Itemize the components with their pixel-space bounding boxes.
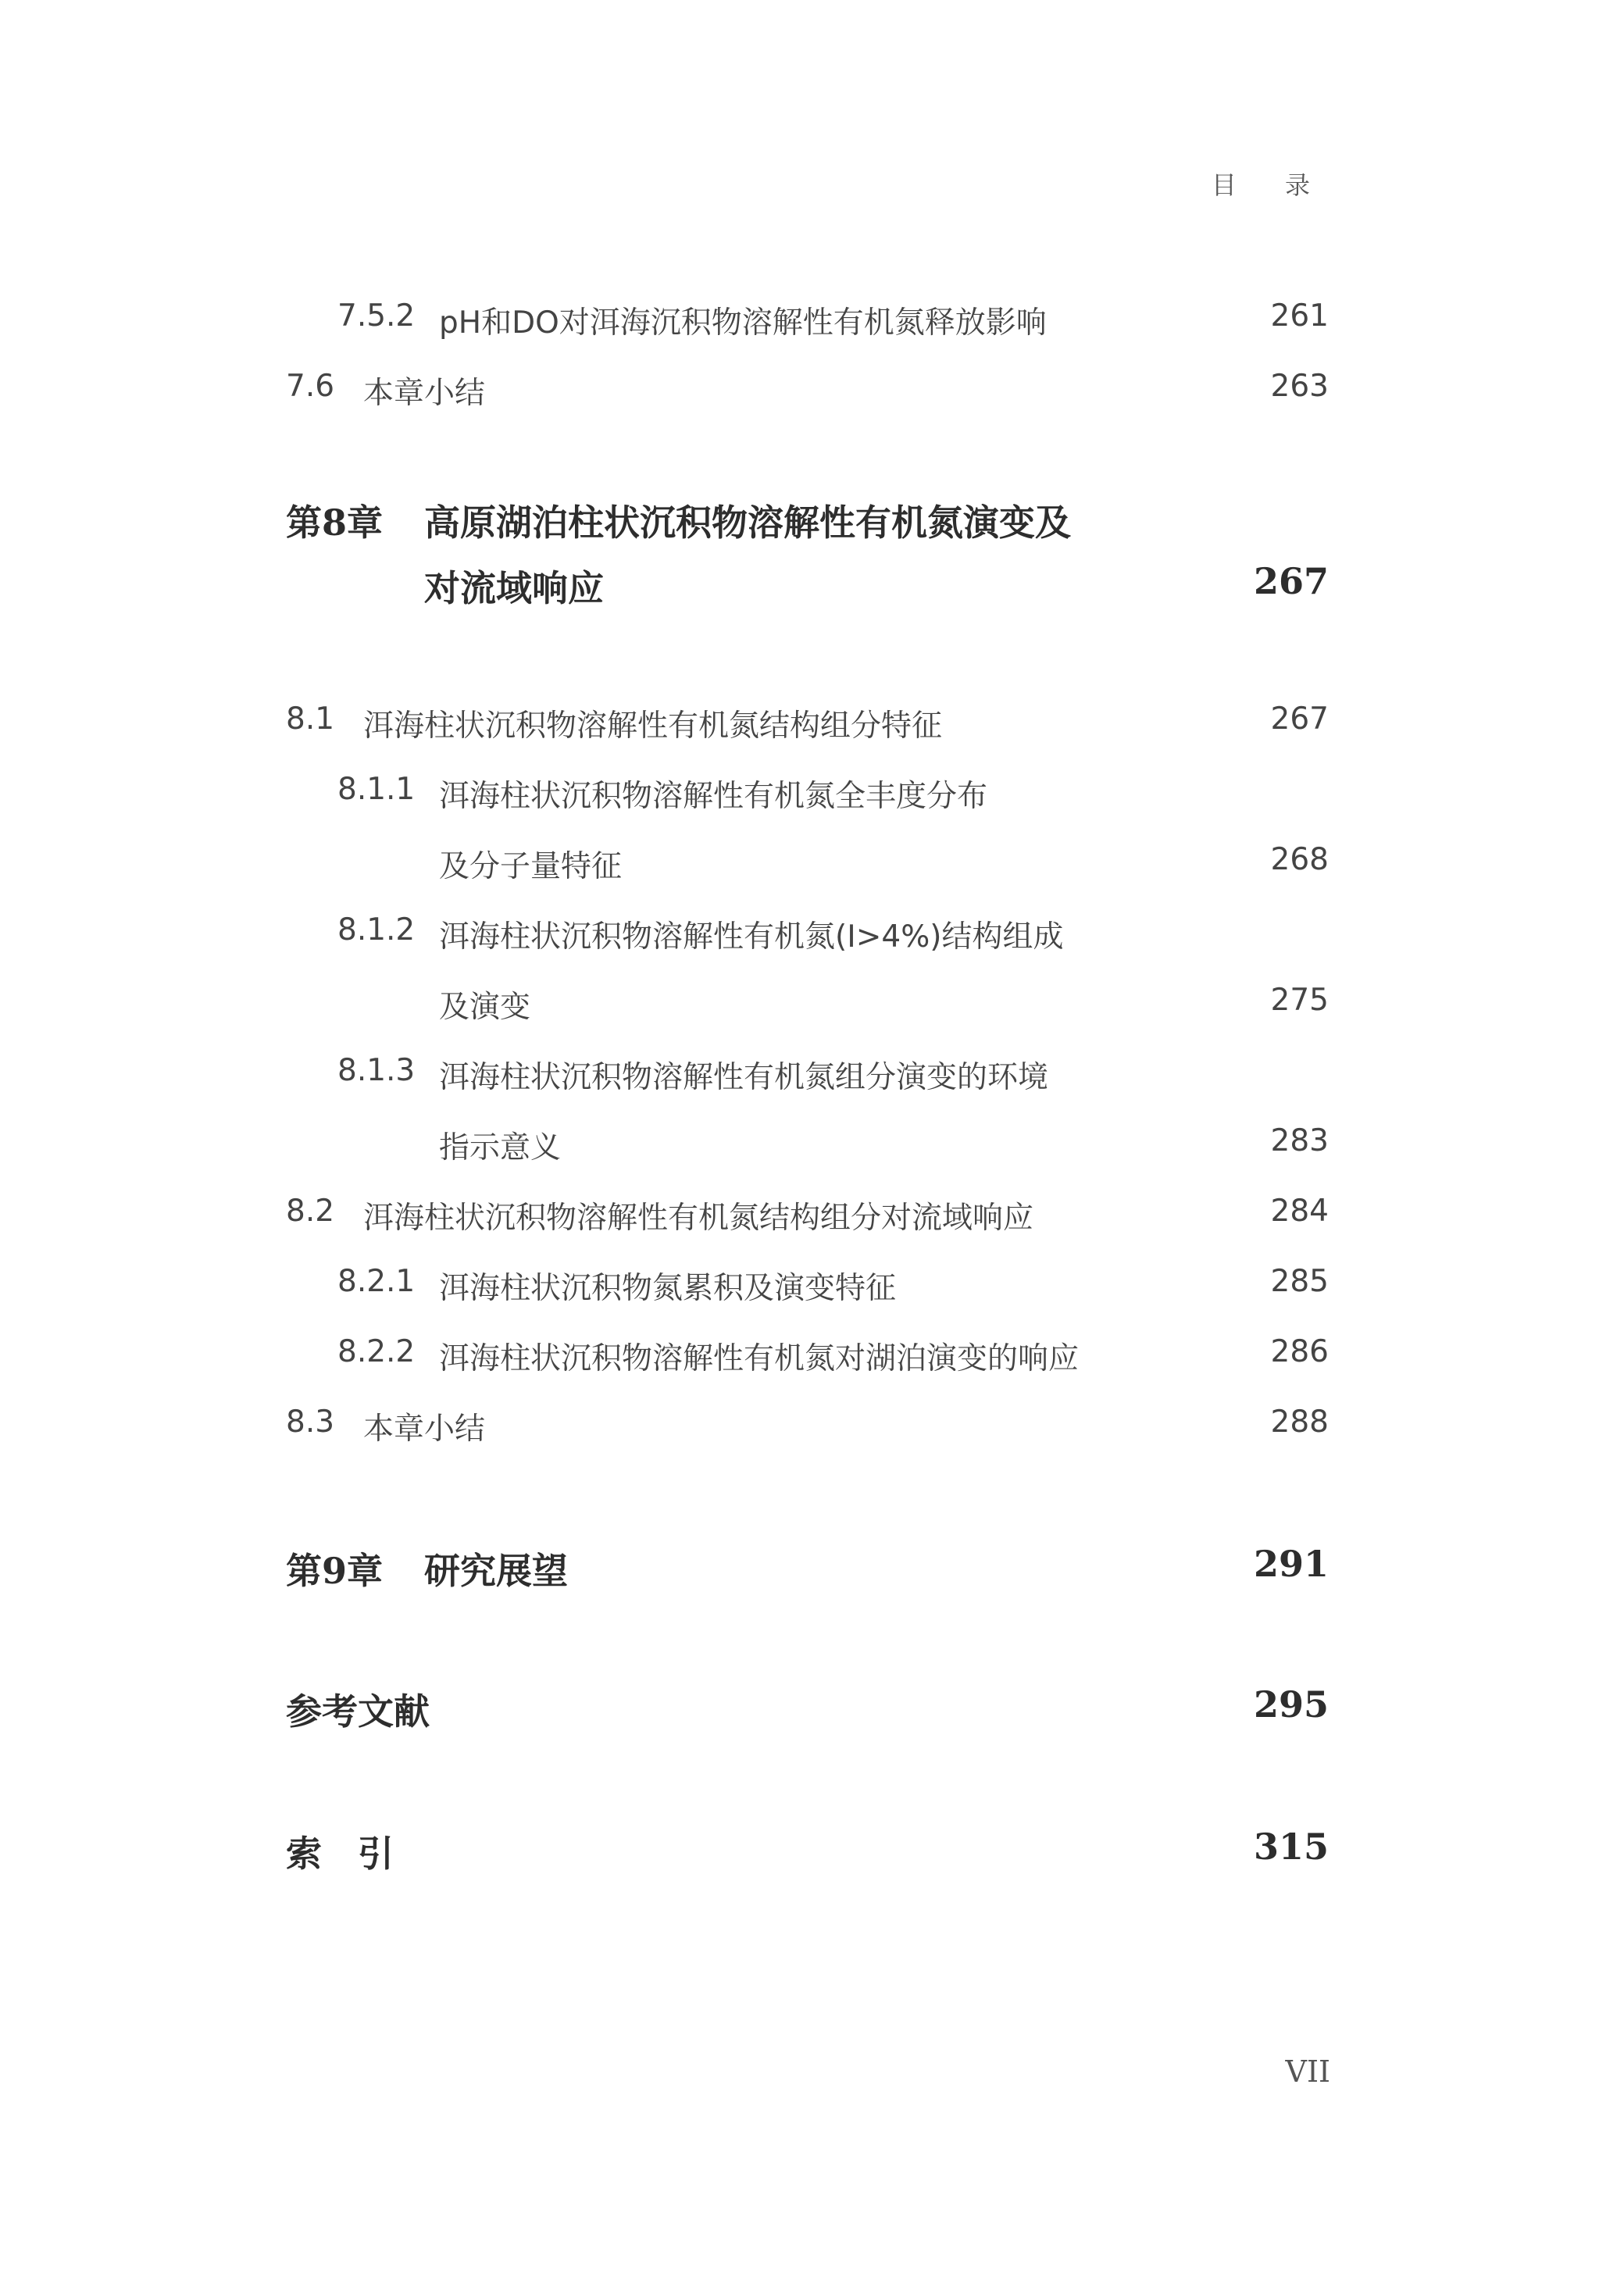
entry-title: 洱海柱状沉积物溶解性有机氮对湖泊演变的响应 (439, 1341, 1080, 1376)
toc-entry-8-1-1[interactable] (0, 772, 1624, 819)
entry-number: 8.3 (286, 1404, 335, 1440)
toc-entry-7-5-2[interactable] (0, 298, 1624, 345)
entry-number: 8.2.2 (337, 1334, 416, 1369)
toc-entry-8-2-2[interactable] (0, 1334, 1624, 1381)
toc-entry-8-1-1-cont[interactable] (0, 842, 1624, 889)
chapter-title: 高原湖泊柱状沉积物溶解性有机氮演变及 (424, 501, 1071, 544)
entry-number: 8.1.1 (337, 772, 416, 807)
toc-entry-chapter-9[interactable] (0, 1543, 1624, 1590)
entry-page: 284 (1270, 1194, 1329, 1229)
entry-title-cont: 及分子量特征 (439, 849, 623, 884)
entry-page: 267 (1270, 701, 1329, 737)
index-title: 索 引 (286, 1833, 394, 1875)
chapter-page: 267 (1253, 560, 1329, 602)
entry-title: 洱海柱状沉积物溶解性有机氮全丰度分布 (439, 779, 988, 814)
toc-entry-8-3[interactable] (0, 1404, 1624, 1451)
toc-entry-chapter-8-cont[interactable] (0, 560, 1624, 607)
toc-entry-index[interactable] (0, 1826, 1624, 1875)
entry-title-cont: 及演变 (439, 990, 531, 1025)
entry-number: 7.5.2 (337, 298, 416, 334)
entry-title: 洱海柱状沉积物溶解性有机氮组分演变的环境 (439, 1060, 1049, 1095)
references-page: 295 (1253, 1683, 1329, 1726)
entry-number: 8.2 (286, 1194, 335, 1229)
entry-page: 288 (1270, 1404, 1329, 1440)
entry-title-cont: 指示意义 (439, 1130, 562, 1165)
entry-page: 261 (1270, 298, 1329, 334)
entry-title: 洱海柱状沉积物氮累积及演变特征 (439, 1271, 897, 1306)
entry-title: pH和DO对洱海沉积物溶解性有机氮释放影响 (439, 305, 1047, 341)
entry-title: 洱海柱状沉积物溶解性有机氮(I>4%)结构组成 (439, 919, 1064, 955)
toc-entry-chapter-8[interactable] (0, 494, 1624, 544)
entry-number: 7.6 (286, 369, 335, 404)
entry-page: 268 (1270, 842, 1329, 877)
toc-entry-7-6[interactable] (0, 369, 1624, 416)
toc-entry-8-1[interactable] (0, 701, 1624, 748)
chapter-title-cont: 对流域响应 (424, 567, 604, 609)
toc-entry-8-1-2[interactable] (0, 912, 1624, 959)
toc-entry-references[interactable] (0, 1683, 1624, 1733)
toc-entry-8-1-3[interactable] (0, 1053, 1624, 1100)
references-title: 参考文献 (286, 1690, 430, 1733)
toc-entry-8-1-2-cont[interactable] (0, 983, 1624, 1030)
chapter-title: 研究展望 (424, 1550, 568, 1592)
entry-number: 8.2.1 (337, 1264, 416, 1299)
entry-number: 8.1.2 (337, 912, 416, 948)
entry-title: 洱海柱状沉积物溶解性有机氮结构组分特征 (363, 708, 943, 744)
entry-title: 本章小结 (363, 376, 486, 411)
chapter-page: 291 (1253, 1543, 1329, 1585)
index-page: 315 (1253, 1826, 1329, 1868)
entry-number: 8.1 (286, 701, 335, 737)
running-head: 目 录 (1211, 170, 1330, 200)
entry-title: 本章小结 (363, 1412, 486, 1447)
entry-page: 283 (1270, 1123, 1329, 1158)
entry-title: 洱海柱状沉积物溶解性有机氮结构组分对流域响应 (363, 1201, 1034, 1236)
toc-entry-8-2[interactable] (0, 1194, 1624, 1240)
toc-entry-8-2-1[interactable] (0, 1264, 1624, 1311)
chapter-number: 第9章 (286, 1550, 384, 1592)
entry-page: 275 (1270, 983, 1329, 1018)
page-folio: VII (1285, 2054, 1330, 2089)
chapter-number: 第8章 (286, 501, 384, 544)
toc-entry-8-1-3-cont[interactable] (0, 1123, 1624, 1170)
entry-page: 263 (1270, 369, 1329, 404)
entry-number: 8.1.3 (337, 1053, 416, 1088)
entry-page: 285 (1270, 1264, 1329, 1299)
entry-page: 286 (1270, 1334, 1329, 1369)
